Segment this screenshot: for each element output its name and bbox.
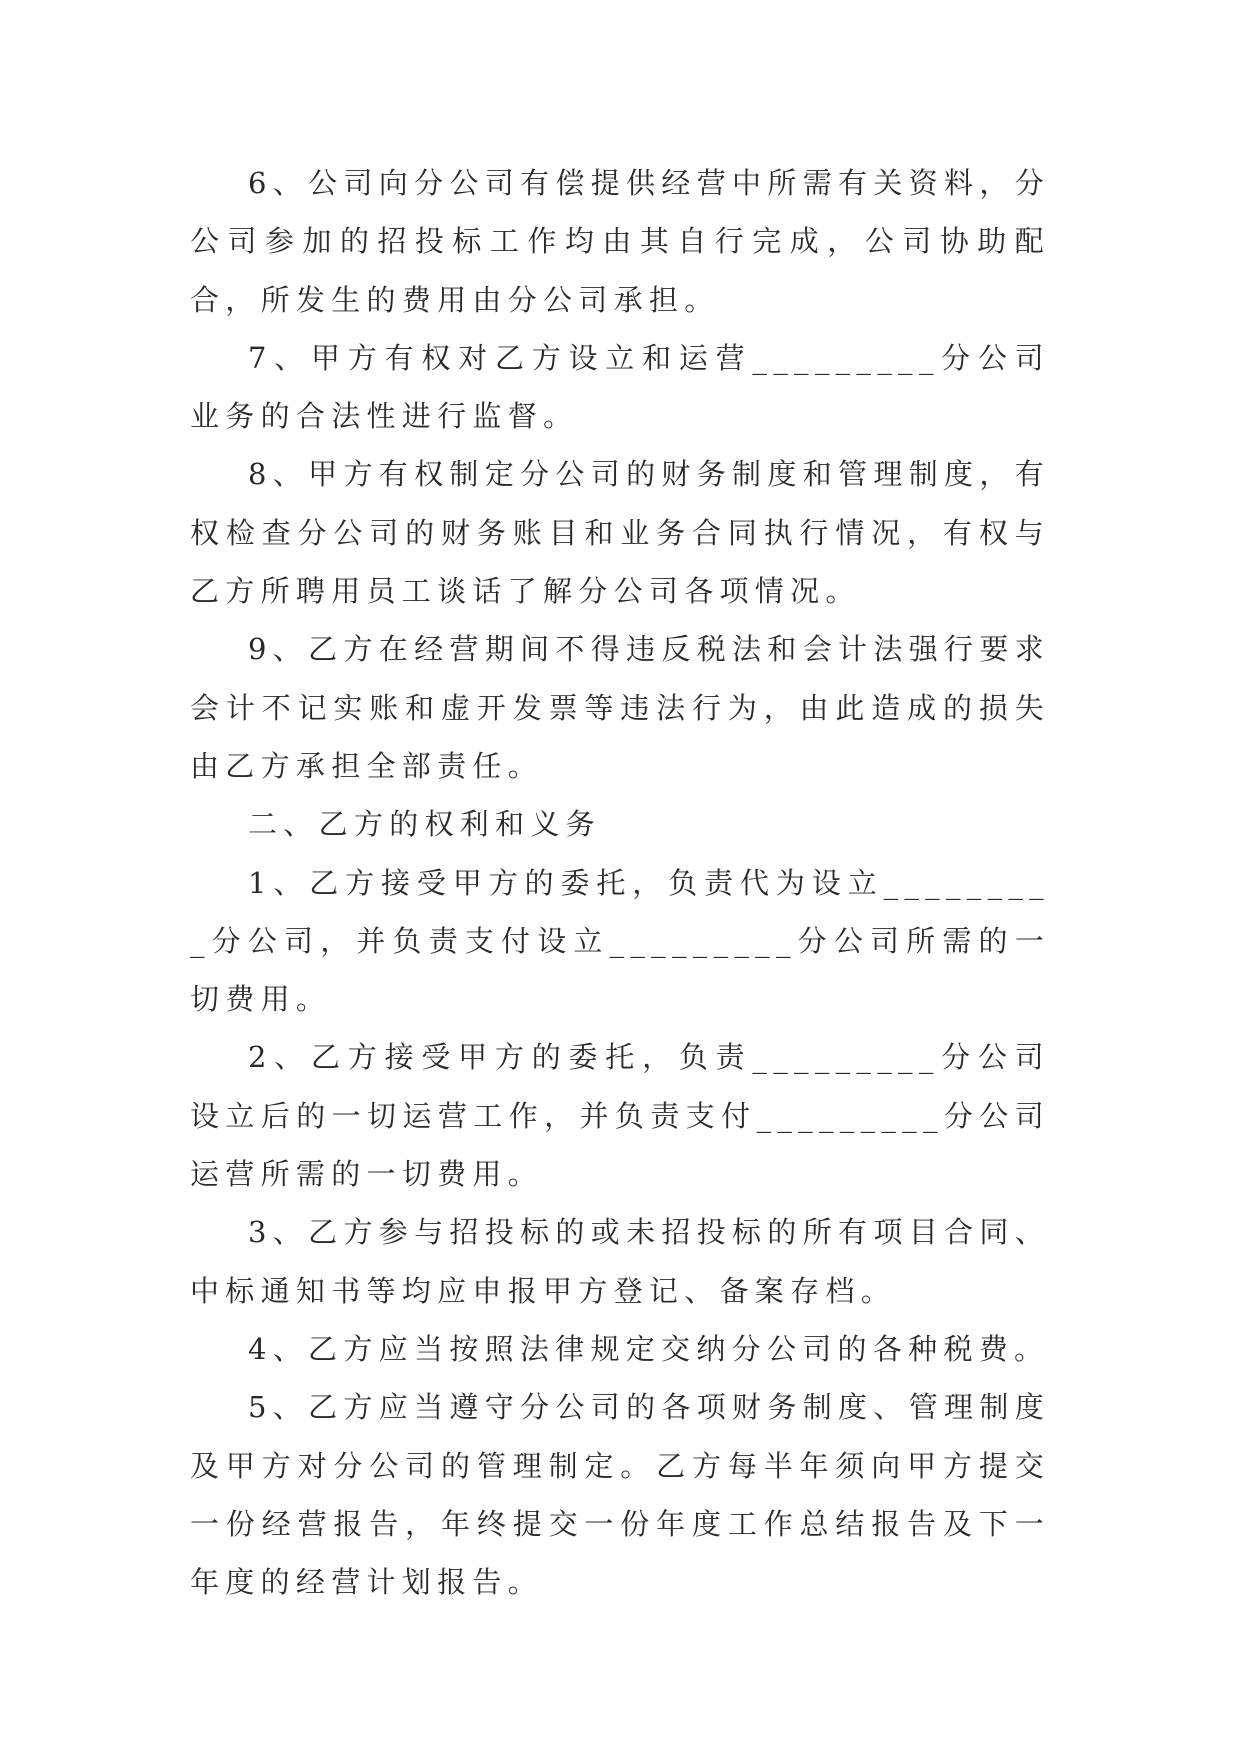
clause-b5: 5、乙方应当遵守分公司的各项财务制度、管理制度及甲方对分公司的管理制定。乙方每半年须向甲方提交一份经营报告，年终提交一份年度工作总结报告及下一年度的经营计划报告。 <box>190 1390 1050 1600</box>
clause-6: 6、公司向分公司有偿提供经营中所需有关资料，分公司参加的招投标工作均由其自行完成，公司协助配合，所发生的费用由分公司承担。 <box>190 166 1050 317</box>
section-heading: 二、乙方的权利和义务 <box>248 807 602 842</box>
clause-b1: 1、乙方接受甲方的委托，负责代为设立_________分公司，并负责支付设立_________分公司所需的一切费用。 <box>190 865 1050 1017</box>
clause-b3: 3、乙方参与招投标的或未招投标的所有项目合同、中标通知书等均应申报甲方登记、备案存档。 <box>190 1215 1050 1308</box>
clause-b4: 4、乙方应当按照法律规定交纳分公司的各种税费。 <box>248 1331 1050 1366</box>
clause-9: 9、乙方在经营期间不得违反税法和会计法强行要求会计不记实账和虚开发票等违法行为，由此造成的损失由乙方承担全部责任。 <box>190 632 1050 783</box>
clause-b2: 2、乙方接受甲方的委托，负责_________分公司设立后的一切运营工作，并负责支付_________分公司运营所需的一切费用。 <box>190 1040 1050 1192</box>
clause-7: 7、甲方有权对乙方设立和运营_________分公司业务的合法性进行监督。 <box>190 340 1050 434</box>
document-body <box>190 154 1050 1611</box>
clause-8: 8、甲方有权制定分公司的财务制度和管理制度，有权检查分公司的财务账目和业务合同执行情况，有权与乙方所聘用员工谈话了解分公司各项情况。 <box>190 457 1050 609</box>
